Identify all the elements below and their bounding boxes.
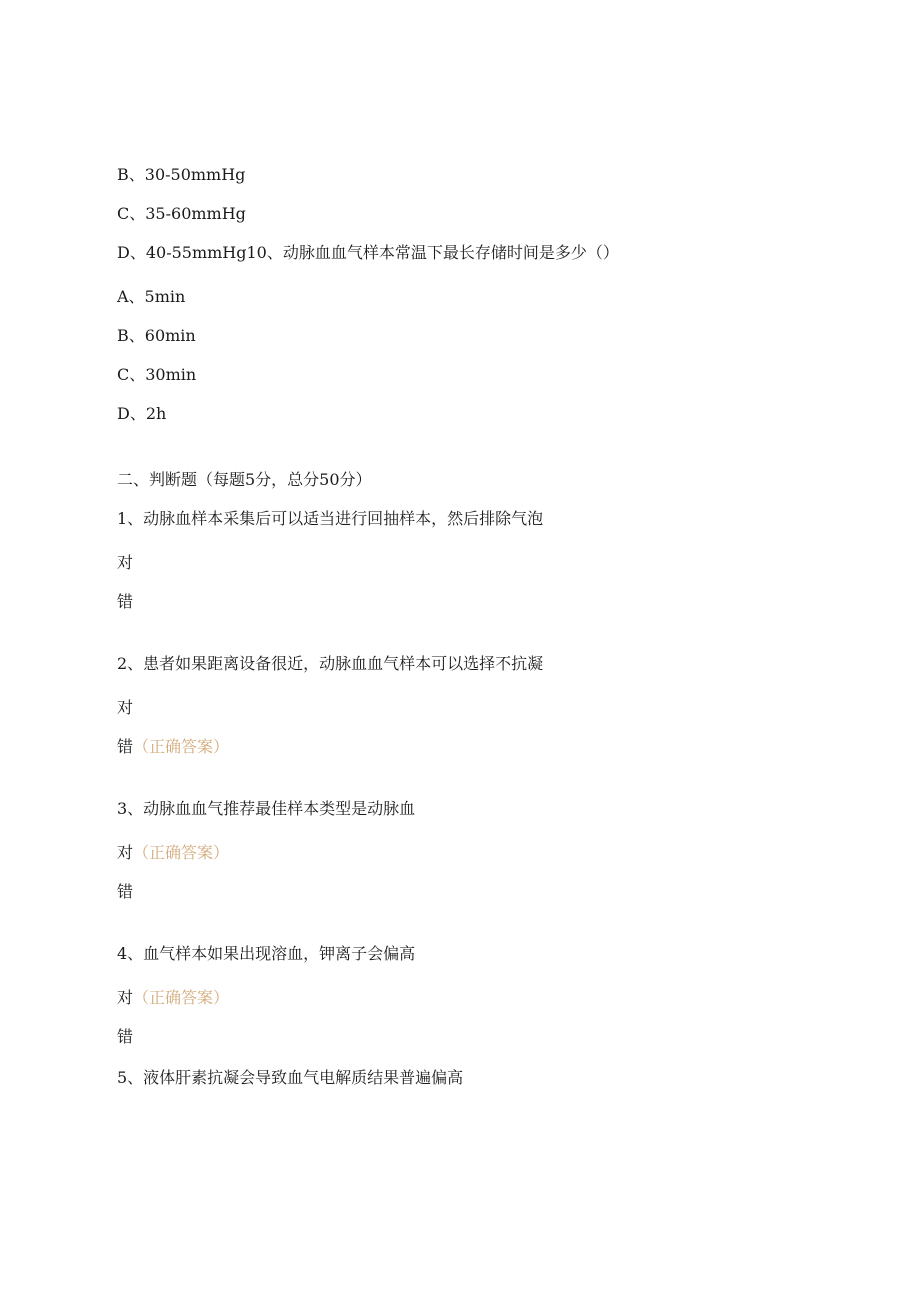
tf-1-option-false bbox=[117, 592, 133, 612]
tf-question-4: 4、血气样本如果出现溶血，钾离子会偏高 bbox=[117, 944, 416, 963]
option-label: 错 bbox=[117, 737, 134, 756]
option-label: 对 bbox=[117, 553, 134, 572]
q10-option-d: D、2h bbox=[117, 404, 167, 423]
tf-question-1: 1、动脉血样本采集后可以适当进行回抽样本，然后排除气泡 bbox=[117, 509, 544, 528]
tf-3-option-false bbox=[117, 882, 133, 902]
q10-option-a: A、5min bbox=[117, 287, 186, 306]
correct-answer-mark: （正确答案） bbox=[133, 988, 230, 1007]
tf-question-3: 3、动脉血血气推荐最佳样本类型是动脉血 bbox=[117, 799, 416, 818]
option-label: 错 bbox=[117, 1027, 134, 1046]
option-label: 错 bbox=[117, 882, 134, 901]
tf-2-option-true bbox=[117, 698, 133, 718]
option-label: 对 bbox=[117, 698, 134, 717]
tf-3-option-true bbox=[117, 843, 229, 863]
section-title: 二、判断题（每题5分，总分50分） bbox=[117, 470, 372, 489]
tf-1-option-true bbox=[117, 553, 133, 573]
q10-option-c: C、30min bbox=[117, 365, 197, 384]
tf-2-option-false bbox=[117, 737, 229, 757]
tf-4-option-false bbox=[117, 1027, 133, 1047]
tf-question-2: 2、患者如果距离设备很近，动脉血血气样本可以选择不抗凝 bbox=[117, 654, 544, 673]
tf-4-option-true bbox=[117, 988, 229, 1008]
q9-option-d: D、40-55mmHg10、动脉血血气样本常温下最长存储时间是多少（） bbox=[117, 243, 619, 262]
q10-option-b: B、60min bbox=[117, 326, 196, 345]
correct-answer-mark: （正确答案） bbox=[133, 737, 230, 756]
option-label: 对 bbox=[117, 843, 134, 862]
correct-answer-mark: （正确答案） bbox=[133, 843, 230, 862]
q9-option-c: C、35-60mmHg bbox=[117, 204, 246, 223]
tf-question-5: 5、液体肝素抗凝会导致血气电解质结果普遍偏高 bbox=[117, 1068, 464, 1087]
option-label: 错 bbox=[117, 592, 134, 611]
option-label: 对 bbox=[117, 988, 134, 1007]
q9-option-b: B、30-50mmHg bbox=[117, 165, 246, 184]
